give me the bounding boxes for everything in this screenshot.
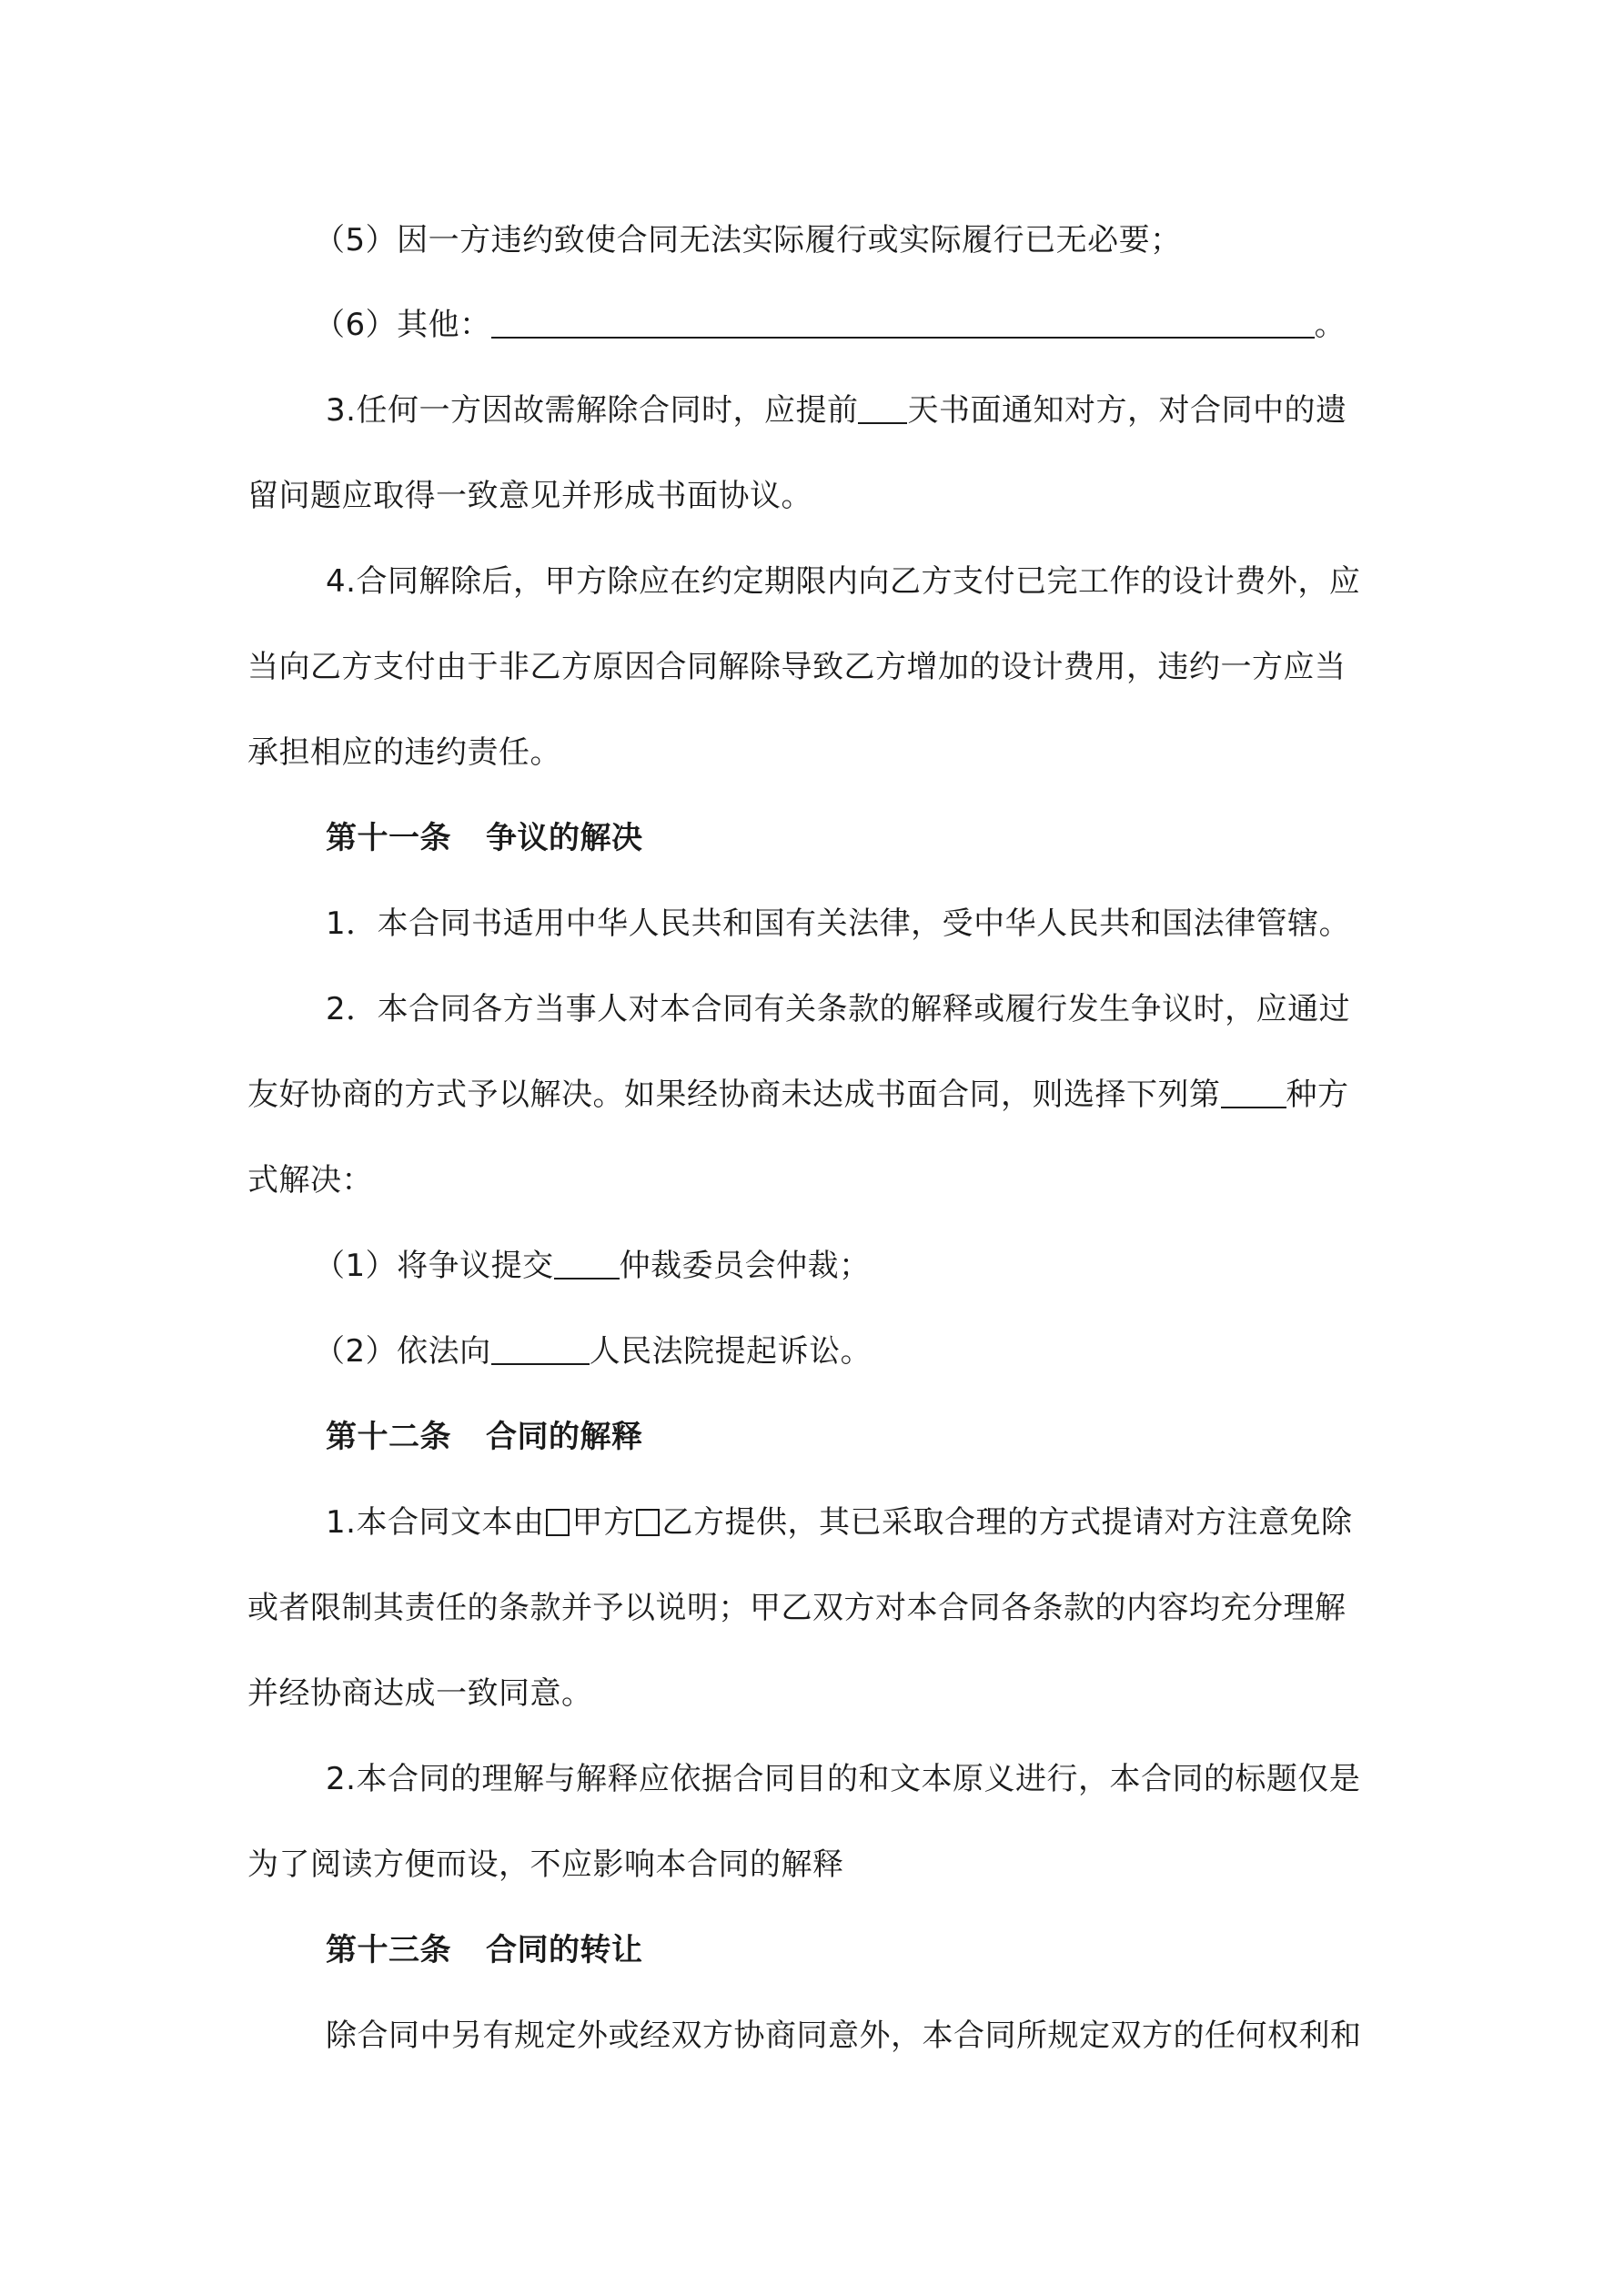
clause10-para3-line2: 留问题应取得一致意见并形成书面协议。: [247, 478, 812, 514]
clause12-para1-line1: 1.本合同文本由 甲方 乙方提供，其已采取合理的方式提请对方注意免除: [326, 1504, 1353, 1541]
clause10-item6: （6）其他： 。: [314, 307, 1347, 343]
clause11-option2: （2）依法向 人民法院提起诉讼。: [314, 1333, 873, 1370]
clause11-para2-line2: 友好协商的方式予以解决。如果经协商未达成书面合同，则选择下列第 种方: [247, 1077, 1349, 1113]
fill-blank[interactable]: [1221, 1076, 1286, 1108]
checkbox-party-a[interactable]: [546, 1509, 570, 1536]
clause11-para2-line1: 2．本合同各方当事人对本合同有关条款的解释或履行发生争议时，应通过: [326, 991, 1351, 1027]
fill-blank[interactable]: [554, 1247, 620, 1279]
clause11-para1: 1．本合同书适用中华人民共和国有关法律，受中华人民共和国法律管辖。: [326, 905, 1351, 942]
clause10-para4-line3: 承担相应的违约责任。: [247, 734, 561, 771]
fill-blank[interactable]: [491, 1332, 590, 1365]
clause10-para4-line1: 4.合同解除后，甲方除应在约定期限内向乙方支付已完工作的设计费外，应: [326, 563, 1361, 600]
clause11-heading: 第十一条 争议的解决: [326, 820, 643, 856]
clause13-heading: 第十三条 合同的转让: [326, 1932, 643, 1968]
clause12-heading: 第十二条 合同的解释: [326, 1419, 643, 1455]
clause10-para3-line1: 3.任何一方因故需解除合同时，应提前 天书面通知对方，对合同中的遗: [326, 392, 1347, 429]
clause12-para2-line2: 为了阅读方便而设，不应影响本合同的解释: [247, 1846, 844, 1883]
clause11-para2-line3: 式解决：: [247, 1162, 373, 1199]
clause10-item5: （5）因一方违约致使合同无法实际履行或实际履行已无必要；: [314, 222, 1182, 258]
clause12-para1-line3: 并经协商达成一致同意。: [247, 1675, 593, 1712]
clause11-option1: （1）将争议提交 仲裁委员会仲裁；: [314, 1248, 871, 1284]
fill-blank[interactable]: [491, 306, 1315, 339]
clause12-para2-line1: 2.本合同的理解与解释应依据合同目的和文本原义进行，本合同的标题仅是: [326, 1761, 1361, 1797]
clause10-para4-line2: 当向乙方支付由于非乙方原因合同解除导致乙方增加的设计费用，违约一方应当: [247, 649, 1347, 685]
checkbox-party-b[interactable]: [636, 1509, 660, 1536]
fill-blank[interactable]: [858, 391, 907, 424]
clause12-para1-line2: 或者限制其责任的条款并予以说明；甲乙双方对本合同各条款的内容均充分理解: [247, 1590, 1347, 1626]
clause13-para1-line1: 除合同中另有规定外或经双方协商同意外，本合同所规定双方的任何权利和: [326, 2018, 1362, 2054]
